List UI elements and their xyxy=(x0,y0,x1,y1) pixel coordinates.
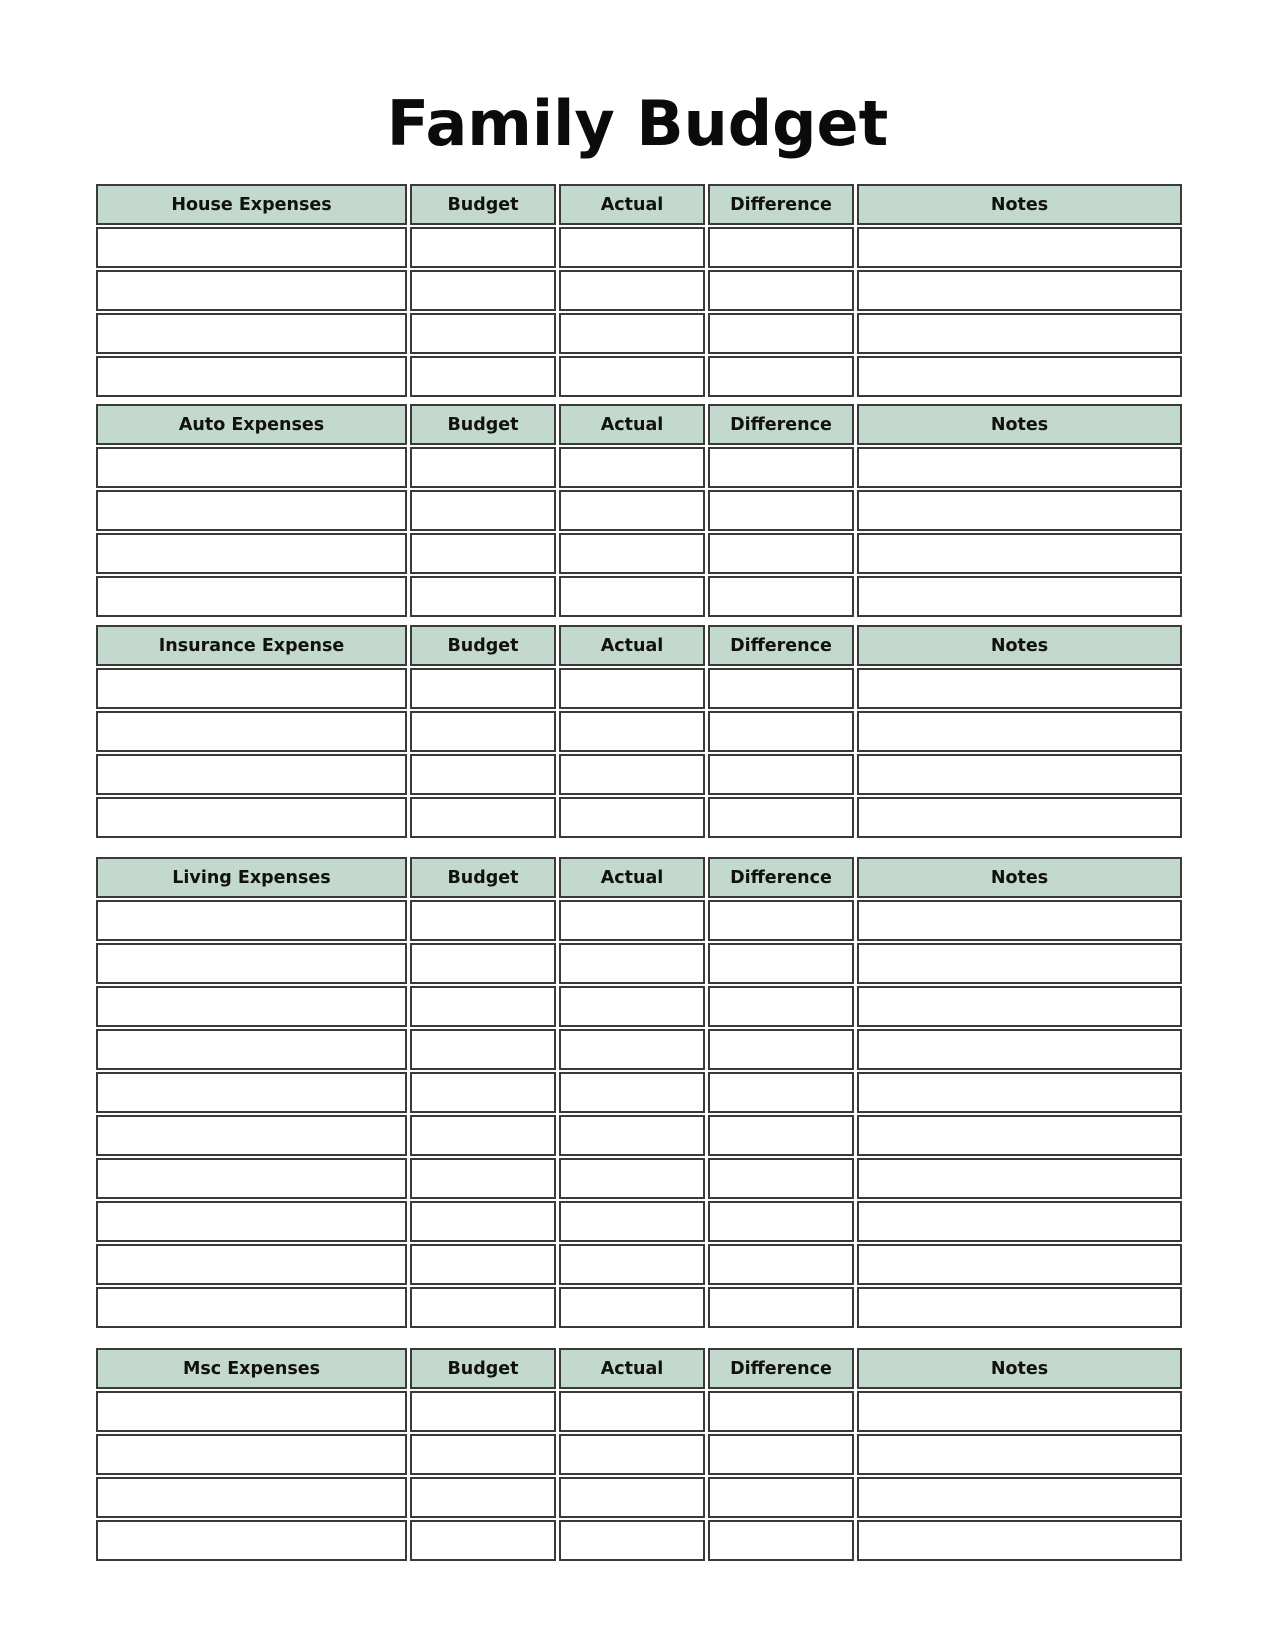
notes-cell[interactable] xyxy=(857,797,1182,838)
table-row xyxy=(96,986,1182,1027)
difference-cell[interactable] xyxy=(708,270,854,311)
actual-cell[interactable] xyxy=(559,711,705,752)
actual-cell[interactable] xyxy=(559,533,705,574)
table-row xyxy=(96,227,1182,268)
notes-cell[interactable] xyxy=(857,1158,1182,1199)
section-header-row xyxy=(96,1348,1182,1389)
notes-cell[interactable] xyxy=(857,533,1182,574)
notes-cell[interactable] xyxy=(857,668,1182,709)
difference-cell[interactable] xyxy=(708,1201,854,1242)
item-cell[interactable] xyxy=(96,1158,407,1199)
item-cell[interactable] xyxy=(96,356,407,397)
budget-cell[interactable] xyxy=(410,797,556,838)
difference-cell[interactable] xyxy=(708,754,854,795)
difference-cell[interactable] xyxy=(708,227,854,268)
item-cell[interactable] xyxy=(96,900,407,941)
table-row xyxy=(96,576,1182,617)
notes-cell[interactable] xyxy=(857,1072,1182,1113)
item-cell[interactable] xyxy=(96,1029,407,1070)
budget-cell[interactable] xyxy=(410,1520,556,1561)
difference-cell[interactable] xyxy=(708,668,854,709)
difference-cell[interactable] xyxy=(708,943,854,984)
item-cell[interactable] xyxy=(96,1391,407,1432)
section-title: Auto Expenses xyxy=(96,404,407,445)
column-header-actual: Actual xyxy=(559,1348,705,1389)
difference-cell[interactable] xyxy=(708,986,854,1027)
table-row xyxy=(96,900,1182,941)
table-row xyxy=(96,490,1182,531)
difference-cell[interactable] xyxy=(708,1072,854,1113)
difference-cell[interactable] xyxy=(708,313,854,354)
item-cell[interactable] xyxy=(96,1477,407,1518)
table-row xyxy=(96,1029,1182,1070)
budget-cell[interactable] xyxy=(410,227,556,268)
section-header-row xyxy=(96,184,1182,225)
difference-cell[interactable] xyxy=(708,1115,854,1156)
table-row xyxy=(96,356,1182,397)
actual-cell[interactable] xyxy=(559,490,705,531)
notes-cell[interactable] xyxy=(857,986,1182,1027)
column-header-notes: Notes xyxy=(857,184,1182,225)
actual-cell[interactable] xyxy=(559,1115,705,1156)
column-header-budget: Budget xyxy=(410,404,556,445)
actual-cell[interactable] xyxy=(559,1287,705,1328)
column-header-difference: Difference xyxy=(708,625,854,666)
notes-cell[interactable] xyxy=(857,1520,1182,1561)
notes-cell[interactable] xyxy=(857,1029,1182,1070)
budget-cell[interactable] xyxy=(410,668,556,709)
difference-cell[interactable] xyxy=(708,490,854,531)
difference-cell[interactable] xyxy=(708,576,854,617)
item-cell[interactable] xyxy=(96,943,407,984)
item-cell[interactable] xyxy=(96,1072,407,1113)
actual-cell[interactable] xyxy=(559,270,705,311)
notes-cell[interactable] xyxy=(857,490,1182,531)
item-cell[interactable] xyxy=(96,1201,407,1242)
notes-cell[interactable] xyxy=(857,576,1182,617)
table-row xyxy=(96,1520,1182,1561)
table-row xyxy=(96,668,1182,709)
column-header-notes: Notes xyxy=(857,857,1182,898)
table-row xyxy=(96,943,1182,984)
actual-cell[interactable] xyxy=(559,1391,705,1432)
item-cell[interactable] xyxy=(96,668,407,709)
budget-cell[interactable] xyxy=(410,1115,556,1156)
column-header-difference: Difference xyxy=(708,184,854,225)
budget-cell[interactable] xyxy=(410,900,556,941)
table-row xyxy=(96,533,1182,574)
actual-cell[interactable] xyxy=(559,668,705,709)
item-cell[interactable] xyxy=(96,1520,407,1561)
notes-cell[interactable] xyxy=(857,1287,1182,1328)
actual-cell[interactable] xyxy=(559,227,705,268)
difference-cell[interactable] xyxy=(708,1520,854,1561)
column-header-actual: Actual xyxy=(559,857,705,898)
column-header-budget: Budget xyxy=(410,857,556,898)
item-cell[interactable] xyxy=(96,1115,407,1156)
budget-cell[interactable] xyxy=(410,490,556,531)
item-cell[interactable] xyxy=(96,270,407,311)
section-title: Msc Expenses xyxy=(96,1348,407,1389)
notes-cell[interactable] xyxy=(857,1477,1182,1518)
section-header-row xyxy=(96,404,1182,445)
column-header-actual: Actual xyxy=(559,404,705,445)
actual-cell[interactable] xyxy=(559,1434,705,1475)
notes-cell[interactable] xyxy=(857,447,1182,488)
difference-cell[interactable] xyxy=(708,356,854,397)
item-cell[interactable] xyxy=(96,754,407,795)
notes-cell[interactable] xyxy=(857,711,1182,752)
item-cell[interactable] xyxy=(96,447,407,488)
notes-cell[interactable] xyxy=(857,313,1182,354)
column-header-budget: Budget xyxy=(410,625,556,666)
table-row xyxy=(96,1287,1182,1328)
budget-cell[interactable] xyxy=(410,576,556,617)
budget-cell[interactable] xyxy=(410,270,556,311)
difference-cell[interactable] xyxy=(708,1391,854,1432)
item-cell[interactable] xyxy=(96,533,407,574)
table-row xyxy=(96,1158,1182,1199)
item-cell[interactable] xyxy=(96,490,407,531)
difference-cell[interactable] xyxy=(708,797,854,838)
item-cell[interactable] xyxy=(96,1287,407,1328)
actual-cell[interactable] xyxy=(559,1477,705,1518)
table-row xyxy=(96,313,1182,354)
difference-cell[interactable] xyxy=(708,1477,854,1518)
budget-cell[interactable] xyxy=(410,533,556,574)
budget-cell[interactable] xyxy=(410,1072,556,1113)
notes-cell[interactable] xyxy=(857,900,1182,941)
budget-cell[interactable] xyxy=(410,1477,556,1518)
difference-cell[interactable] xyxy=(708,1158,854,1199)
table-row xyxy=(96,1391,1182,1432)
item-cell[interactable] xyxy=(96,1434,407,1475)
notes-cell[interactable] xyxy=(857,943,1182,984)
actual-cell[interactable] xyxy=(559,1244,705,1285)
notes-cell[interactable] xyxy=(857,227,1182,268)
budget-cell[interactable] xyxy=(410,986,556,1027)
table-row xyxy=(96,1434,1182,1475)
notes-cell[interactable] xyxy=(857,1201,1182,1242)
actual-cell[interactable] xyxy=(559,1072,705,1113)
column-header-notes: Notes xyxy=(857,625,1182,666)
item-cell[interactable] xyxy=(96,711,407,752)
column-header-difference: Difference xyxy=(708,404,854,445)
actual-cell[interactable] xyxy=(559,356,705,397)
actual-cell[interactable] xyxy=(559,986,705,1027)
actual-cell[interactable] xyxy=(559,1158,705,1199)
difference-cell[interactable] xyxy=(708,1244,854,1285)
section-header-row xyxy=(96,625,1182,666)
budget-cell[interactable] xyxy=(410,711,556,752)
column-header-budget: Budget xyxy=(410,184,556,225)
budget-cell[interactable] xyxy=(410,1287,556,1328)
difference-cell[interactable] xyxy=(708,711,854,752)
difference-cell[interactable] xyxy=(708,533,854,574)
budget-cell[interactable] xyxy=(410,754,556,795)
column-header-actual: Actual xyxy=(559,184,705,225)
page-title: Family Budget xyxy=(386,87,889,160)
budget-cell[interactable] xyxy=(410,1201,556,1242)
column-header-budget: Budget xyxy=(410,1348,556,1389)
column-header-difference: Difference xyxy=(708,1348,854,1389)
table-row xyxy=(96,754,1182,795)
difference-cell[interactable] xyxy=(708,1287,854,1328)
table-row xyxy=(96,1201,1182,1242)
section-title: Insurance Expense xyxy=(96,625,407,666)
difference-cell[interactable] xyxy=(708,447,854,488)
budget-cell[interactable] xyxy=(410,447,556,488)
actual-cell[interactable] xyxy=(559,1201,705,1242)
difference-cell[interactable] xyxy=(708,900,854,941)
notes-cell[interactable] xyxy=(857,1244,1182,1285)
table-row xyxy=(96,797,1182,838)
item-cell[interactable] xyxy=(96,576,407,617)
budget-cell[interactable] xyxy=(410,1434,556,1475)
actual-cell[interactable] xyxy=(559,576,705,617)
actual-cell[interactable] xyxy=(559,943,705,984)
budget-cell[interactable] xyxy=(410,943,556,984)
table-row xyxy=(96,1477,1182,1518)
actual-cell[interactable] xyxy=(559,754,705,795)
notes-cell[interactable] xyxy=(857,1391,1182,1432)
notes-cell[interactable] xyxy=(857,356,1182,397)
item-cell[interactable] xyxy=(96,797,407,838)
table-row xyxy=(96,1072,1182,1113)
item-cell[interactable] xyxy=(96,313,407,354)
actual-cell[interactable] xyxy=(559,313,705,354)
budget-cell[interactable] xyxy=(410,1029,556,1070)
column-header-actual: Actual xyxy=(559,625,705,666)
item-cell[interactable] xyxy=(96,986,407,1027)
section-title: House Expenses xyxy=(96,184,407,225)
table-row xyxy=(96,270,1182,311)
item-cell[interactable] xyxy=(96,227,407,268)
actual-cell[interactable] xyxy=(559,1029,705,1070)
section-title: Living Expenses xyxy=(96,857,407,898)
notes-cell[interactable] xyxy=(857,1115,1182,1156)
actual-cell[interactable] xyxy=(559,1520,705,1561)
budget-cell[interactable] xyxy=(410,1244,556,1285)
difference-cell[interactable] xyxy=(708,1029,854,1070)
table-row xyxy=(96,1115,1182,1156)
section-header-row xyxy=(96,857,1182,898)
budget-cell[interactable] xyxy=(410,1391,556,1432)
difference-cell[interactable] xyxy=(708,1434,854,1475)
budget-cell[interactable] xyxy=(410,1158,556,1199)
actual-cell[interactable] xyxy=(559,900,705,941)
notes-cell[interactable] xyxy=(857,270,1182,311)
budget-cell[interactable] xyxy=(410,356,556,397)
budget-cell[interactable] xyxy=(410,313,556,354)
notes-cell[interactable] xyxy=(857,1434,1182,1475)
column-header-notes: Notes xyxy=(857,404,1182,445)
column-header-difference: Difference xyxy=(708,857,854,898)
notes-cell[interactable] xyxy=(857,754,1182,795)
table-row xyxy=(96,711,1182,752)
column-header-notes: Notes xyxy=(857,1348,1182,1389)
actual-cell[interactable] xyxy=(559,447,705,488)
item-cell[interactable] xyxy=(96,1244,407,1285)
table-row xyxy=(96,447,1182,488)
actual-cell[interactable] xyxy=(559,797,705,838)
table-row xyxy=(96,1244,1182,1285)
